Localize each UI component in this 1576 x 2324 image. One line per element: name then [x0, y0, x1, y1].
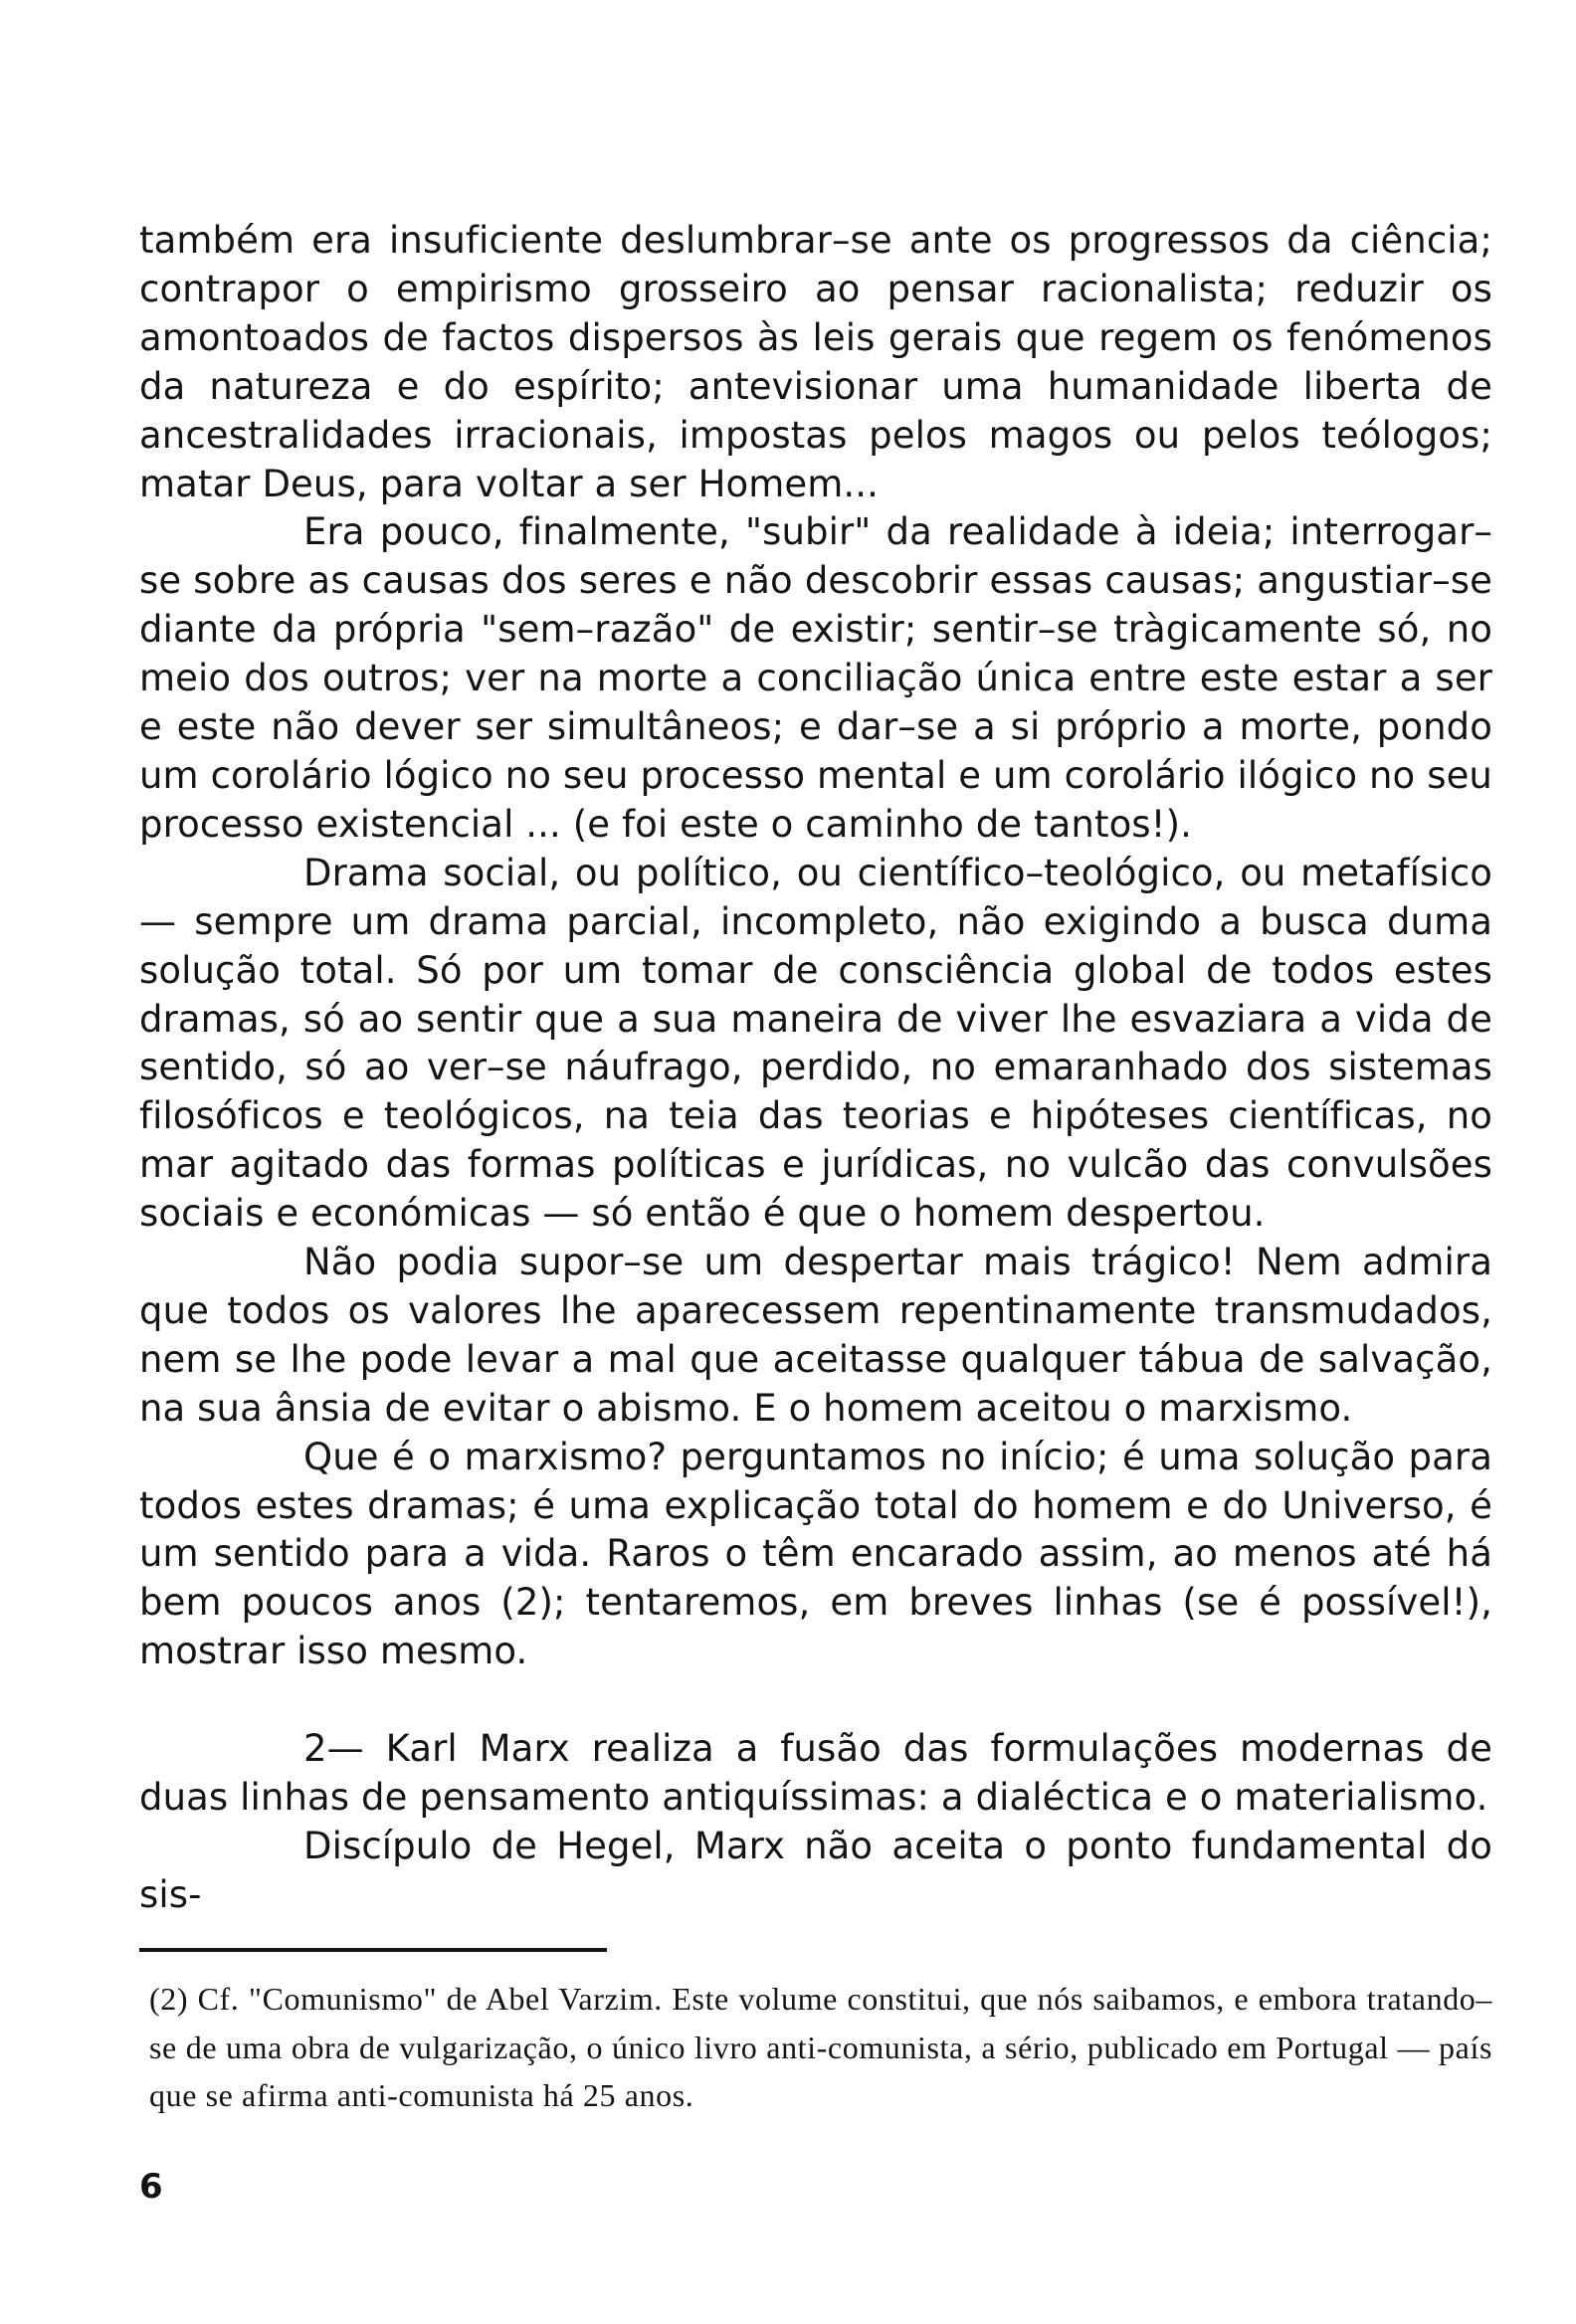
page-number: 6: [139, 2167, 163, 2207]
paragraph-7: Discípulo de Hegel, Marx não aceita o ponto fundamental do sis-: [139, 1825, 1492, 1916]
paragraph-5: Que é o marxismo? perguntamos no início; é uma solução para todos estes dramas; é uma explicação total do homem e do Universo, é um sentido para a vida. Raros o têm encarado assim, ao menos até há bem poucos anos (2); tentaremos, em breves linhas (se é possível!), mostrar isso mesmo.: [139, 1435, 1492, 1673]
main-text: [139, 217, 1492, 1920]
paragraph-4: Não podia supor–se um despertar mais trágico! Nem admira que todos os valores lhe aparecessem repentinamente transmudados, nem se lhe pode levar a mal que aceitasse qualquer tábua de salvação, na sua ânsia de evitar o abismo. E o homem aceitou o marxismo.: [139, 1241, 1492, 1430]
paragraph-3: Drama social, ou político, ou científico–teológico, ou metafísico — sempre um drama parcial, incompleto, não exigindo a busca duma solução total. Só por um tomar de consciência global de todos estes dramas, só ao sentir que a sua maneira de viver lhe esvaziara a vida de sentido, só ao ver–se náufrago, perdido, no emaranhado dos sistemas filosóficos e teológicos, na teia das teorias e hipóteses científicas, no mar agitado das formas políticas e jurídicas, no vulcão das convulsões sociais e económicas — só então é que o homem despertou.: [139, 851, 1492, 1236]
footnote: [149, 1975, 1492, 2120]
paragraph-2: Era pouco, finalmente, "subir" da realidade à ideia; interrogar–se sobre as causas dos seres e não descobrir essas causas; angustiar–se diante da própria "sem–razão" de existir; sentir–se tràgicamente só, no meio dos outros; ver na morte a conciliação única entre este estar a ser e este não dever ser simultâneos; e dar–se a si próprio a morte, pondo um corolário lógico no seu processo mental e um corolário ilógico no seu processo existencial ... (e foi este o caminho de tantos!).: [139, 510, 1492, 846]
paragraph-1: também era insuficiente deslumbrar–se ante os progressos da ciência; contrapor o empirismo grosseiro ao pensar racionalista; reduzir os amontoados de factos dispersos às leis gerais que regem os fenómenos da natureza e do espírito; antevisionar uma humanidade liberta de ancestralidades irracionais, impostas pelos magos ou pelos teólogos; matar Deus, para voltar a ser Homem...: [139, 219, 1492, 505]
footnote-rule: [139, 1948, 607, 1952]
footnote-text: (2) Cf. "Comunismo" de Abel Varzim. Este volume constitui, que nós saibamos, e embora tratando–se de uma obra de vulgarização, o único livro anti-comunista, a sério, publicado em Portugal — país que se afirma anti-comunista há 25 anos.: [149, 1981, 1492, 2113]
section-2-heading-paragraph: 2— Karl Marx realiza a fusão das formulações modernas de duas linhas de pensamento antiquíssimas: a dialéctica e o materialismo.: [139, 1727, 1492, 1820]
